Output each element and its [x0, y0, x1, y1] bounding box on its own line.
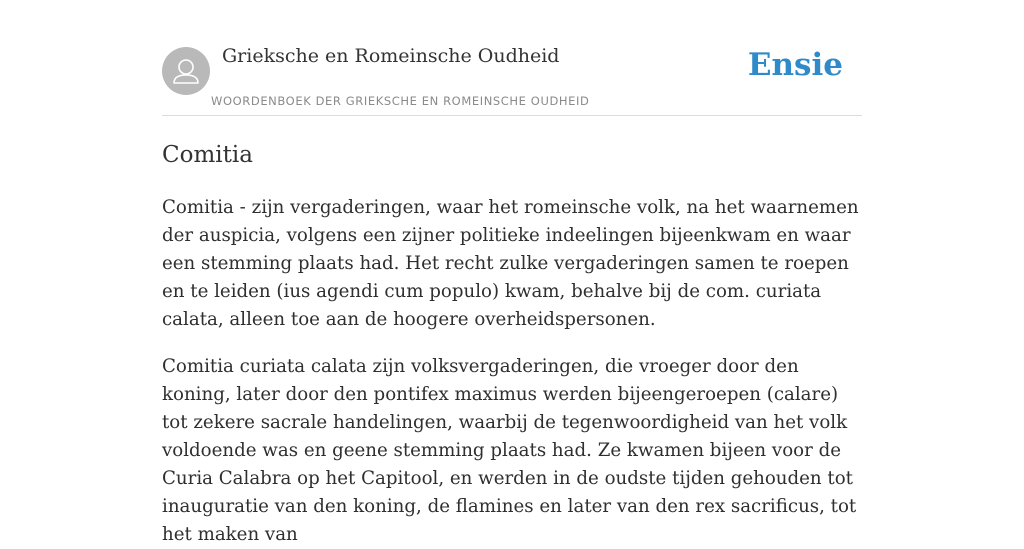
article-title: Comitia: [162, 142, 253, 168]
brand-logo[interactable]: Ensie: [747, 47, 843, 83]
article-paragraph: Comitia curiata calata zijn volksvergaderingen, die vroeger door den koning, later door den pontifex maximus werden bijeengeroepen (calare) tot zekere sacrale handelingen, waarbij de tegenwoordigheid van het volk voldoende was en geene stemming plaats had. Ze kwamen bijeen voor de Curia Calabra op het Capitool, en werden in de oudste tijden gehouden tot inauguratie van den koning, de flamines en later van den rex sacrificus, tot het maken van: [162, 356, 857, 545]
page: [162, 0, 862, 549]
user-icon: [162, 47, 210, 95]
header: [162, 0, 862, 116]
source-title-link[interactable]: Grieksche en Romeinsche Oudheid: [222, 45, 560, 67]
article-paragraph: Comitia - zijn vergaderingen, waar het romeinsche volk, na het waarnemen der auspicia, volgens een zijner politieke indeelingen bijeenkwam en waar een stemming plaats had. Het recht zulke vergaderingen samen te roepen en te leiden (ius agendi cum populo) kwam, behalve bij de com. curiata calata, alleen toe aan de hoogere overheidspersonen.: [162, 197, 859, 330]
avatar[interactable]: [162, 47, 210, 95]
source-subtitle: WOORDENBOEK DER GRIEKSCHE EN ROMEINSCHE OUDHEID: [211, 94, 590, 108]
